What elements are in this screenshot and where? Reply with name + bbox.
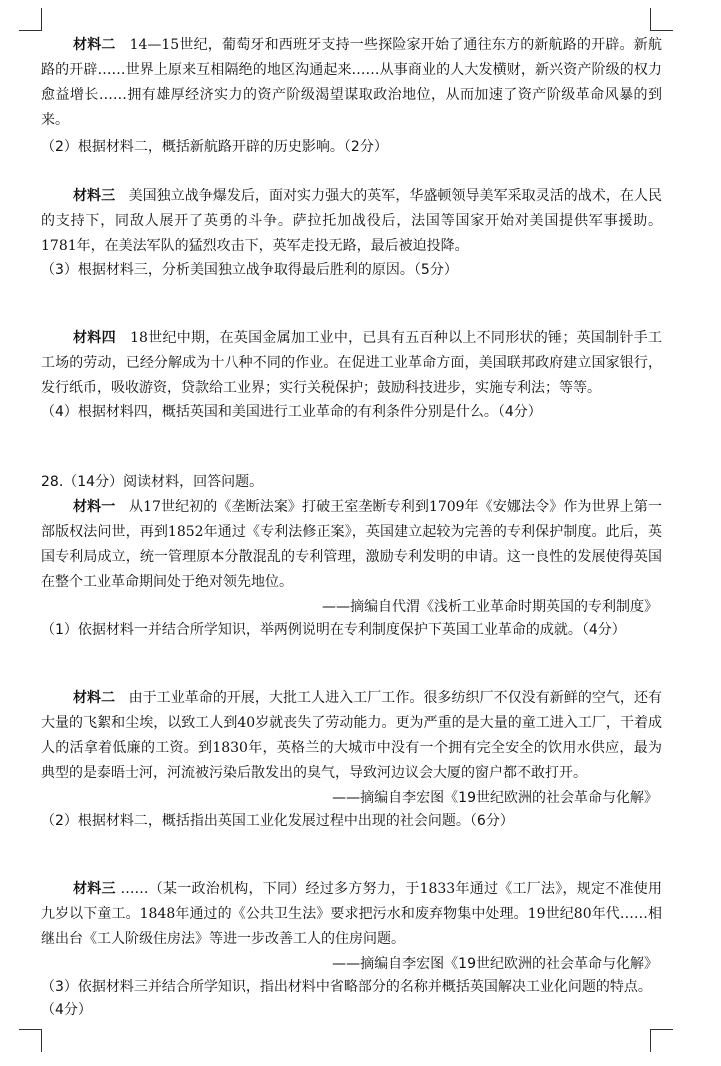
material-text: 由于工业革命的开展，大批工人进入工厂工作。很多纺织厂不仅没有新鲜的空气，还有大量的飞絮和尘埃，以致工人到40岁就丧失了劳动能力。更为严重的是大量的童工进入工厂，干着成人的活拿着低廉的工资。到1830年，英格兰的大城市中没有一个拥有完全安全的饮用水供应，最为典型的是泰晤士河，河流被污染后散发出的臭气，导致河边议会大厦的窗户都不敢打开。: [41, 690, 663, 781]
material-text: 18世纪中期，在英国金属加工业中，已具有五百种以上不同形状的锤；英国制针手工工场的劳动，已经分解成为十八种不同的作业。在促进工业革命方面，美国联邦政府建立国家银行，发行纸币，吸收游资，贷款给工业界；实行关税保护；鼓励科技进步，实施专利法；等等。: [41, 330, 663, 396]
material-label: 材料四: [73, 330, 116, 346]
crop-mark-top-left: [19, 8, 42, 31]
material-text: 从17世纪初的《垄断法案》打破王室垄断专利到1709年《安娜法令》作为世界上第一部版权法问世，再到1852年通过《专利法修正案》，英国建立起较为完善的专利保护制度。此后，英国专利局成立，统一管理原本分散混乱的专利管理，激励专利发明的申请。这一良性的发展使得英国在整个工业革命期间处于绝对领先地位。: [41, 499, 663, 590]
q28-material-2: [41, 686, 662, 786]
q28-material-3: [41, 877, 662, 952]
material-3-top: [41, 184, 662, 259]
material-label: 材料二: [73, 37, 116, 53]
material-text: 14—15世纪，葡萄牙和西班牙支持一些探险家开始了通往东方的新航路的开辟。新航路的开辟……世界上原来互相隔绝的地区沟通起来……从事商业的人大发横财，新兴资产阶级的权力愈益增长……拥有雄厚经济实力的资产阶级渴望谋取政治地位，从而加速了资产阶级革命风暴的到来。: [41, 37, 662, 128]
question-3-top: （3）根据材料三，分析美国独立战争取得最后胜利的原因。（5分）: [41, 262, 458, 278]
material-4-top: [41, 326, 662, 401]
material-label: 材料一: [73, 499, 116, 515]
crop-mark-bottom-left: [19, 1029, 42, 1052]
material-text: ……（某一政治机构，下同）经过多方努力，于1833年通过《工厂法》，规定不准使用九岁以下童工。1848年通过的《公共卫生法》要求把污水和废弃物集中处理。19世纪80年代……相继出台《工人阶级住房法》等进一步改善工人的住房问题。: [41, 881, 663, 947]
question-4-top: （4）根据材料四，概括英国和美国进行工业革命的有利条件分别是什么。（4分）: [41, 404, 542, 420]
q28-question-1: （1）依据材料一并结合所学知识，举两例说明在专利制度保护下英国工业革命的成就。（4分）: [41, 622, 626, 638]
q28-question-2: （2）根据材料二，概括指出英国工业化发展过程中出现的社会问题。（6分）: [41, 813, 514, 829]
exam-page: [41, 31, 662, 1022]
material-2-top: [41, 33, 662, 133]
material-label: 材料三: [73, 188, 116, 204]
material-label: 材料二: [73, 690, 116, 706]
question-2-top: （2）根据材料二，概括新航路开辟的历史影响。（2分）: [41, 139, 388, 155]
q28-material-1: [41, 495, 662, 595]
material-label: 材料三: [73, 881, 116, 897]
question-28-heading: 28.（14分）阅读材料，回答问题。: [41, 474, 264, 490]
material-1-source: ——摘编自代渭《浅析工业革命时期英国的专利制度》: [322, 599, 658, 615]
material-2-source: ——摘编自李宏图《19世纪欧洲的社会革命与化解》: [332, 790, 658, 806]
crop-mark-bottom-right: [650, 1029, 673, 1052]
crop-mark-top-right: [650, 8, 673, 31]
q28-question-3: （3）依据材料三并结合所学知识，指出材料中省略部分的名称并概括英国解决工业化问题的特点。（4分）: [41, 979, 652, 1018]
material-text: 美国独立战争爆发后，面对实力强大的英军，华盛顿领导美军采取灵活的战术，在人民的支持下，同敌人展开了英勇的斗争。萨拉托加战役后，法国等国家开始对美国提供军事援助。1781年，在美法军队的猛烈攻击下，英军走投无路，最后被迫投降。: [41, 188, 663, 254]
material-3-source: ——摘编自李宏图《19世纪欧洲的社会革命与化解》: [332, 956, 658, 972]
